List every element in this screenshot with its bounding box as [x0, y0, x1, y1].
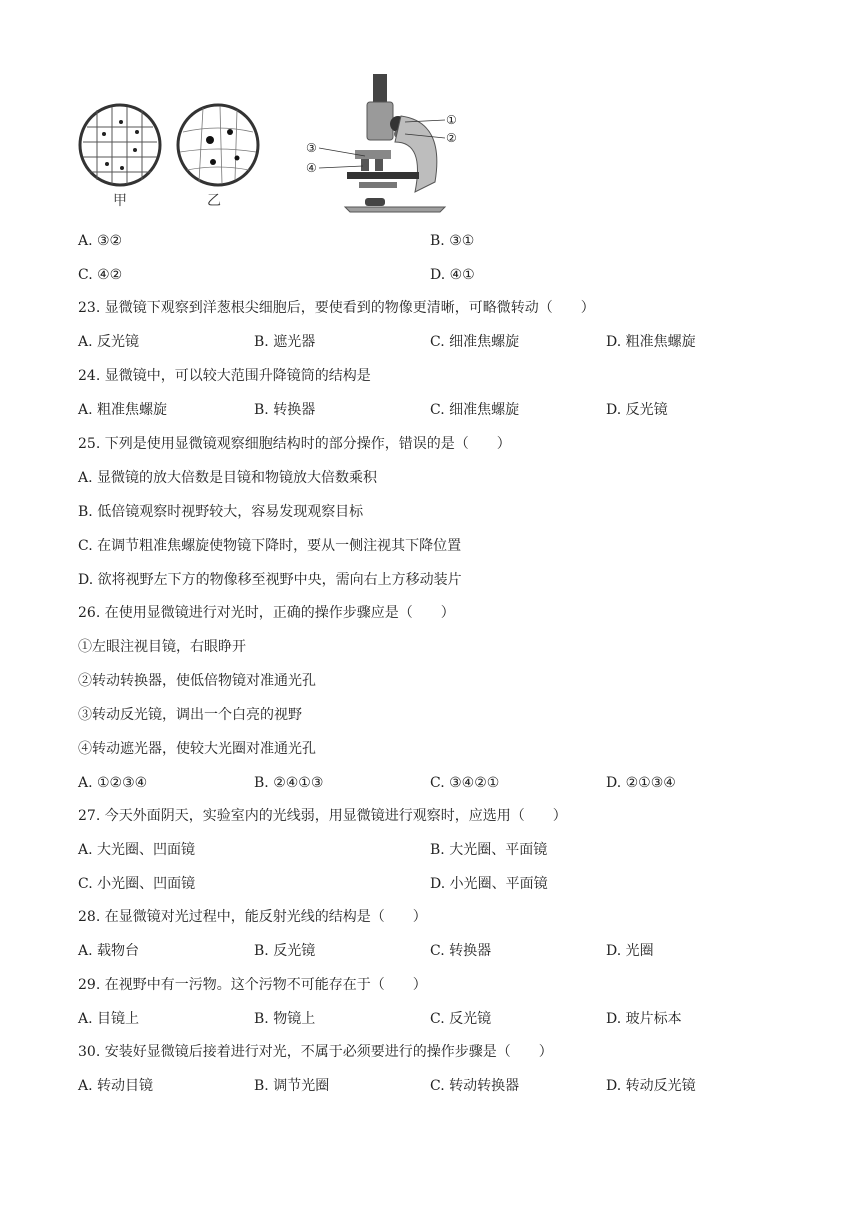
q24-option-a: A. 粗准焦螺旋 [78, 402, 168, 418]
q28-option-d: D. 光圈 [606, 943, 654, 959]
q28-option-b: B. 反光镜 [254, 943, 316, 959]
q30-option-d: D. 转动反光镜 [606, 1078, 696, 1094]
cell-view-jia-image [77, 102, 163, 188]
label-jia: 甲 [113, 193, 127, 209]
q24-option-b: B. 转换器 [254, 402, 316, 418]
callout-4: ④ [306, 161, 317, 175]
callout-1: ① [446, 113, 457, 127]
q23-option-b: B. 遮光器 [254, 334, 316, 350]
q22-option-a: A. ③② [78, 233, 123, 249]
q25-option-b: B. 低倍镜观察时视野较大，容易发现观察目标 [78, 504, 364, 520]
q27-option-b: B. 大光圈、平面镜 [430, 842, 548, 858]
q25-stem: 25. 下列是使用显微镜观察细胞结构时的部分操作，错误的是（ ） [78, 436, 511, 452]
q23-option-d: D. 粗准焦螺旋 [606, 334, 696, 350]
q25-option-a: A. 显微镜的放大倍数是目镜和物镜放大倍数乘积 [78, 470, 378, 486]
q23-option-a: A. 反光镜 [78, 334, 140, 350]
microscope-image [305, 72, 475, 217]
q25-option-c: C. 在调节粗准焦螺旋使物镜下降时，要从一侧注视其下降位置 [78, 538, 462, 554]
callout-2: ② [446, 131, 457, 145]
q27-option-d: D. 小光圈、平面镜 [430, 876, 548, 892]
q30-option-b: B. 调节光圈 [254, 1078, 330, 1094]
question-figure [75, 70, 475, 220]
q22-option-c: C. ④② [78, 267, 123, 283]
q28-option-a: A. 载物台 [78, 943, 140, 959]
q28-stem: 28. 在显微镜对光过程中，能反射光线的结构是（ ） [78, 909, 427, 925]
q27-option-a: A. 大光圈、凹面镜 [78, 842, 196, 858]
q27-stem: 27. 今天外面阴天，实验室内的光线弱，用显微镜进行观察时，应选用（ ） [78, 808, 567, 824]
q26-step-4: ④转动遮光器，使较大光圈对准通光孔 [78, 741, 316, 757]
cell-view-yi-image [175, 102, 261, 188]
q26-option-c: C. ③④②① [430, 775, 500, 791]
label-yi: 乙 [207, 193, 221, 209]
q25-option-d: D. 欲将视野左下方的物像移至视野中央，需向右上方移动装片 [78, 572, 462, 588]
q24-option-d: D. 反光镜 [606, 402, 668, 418]
q27-option-c: C. 小光圈、凹面镜 [78, 876, 196, 892]
q26-step-3: ③转动反光镜，调出一个白亮的视野 [78, 707, 302, 723]
q30-stem: 30. 安装好显微镜后接着进行对光，不属于必须要进行的操作步骤是（ ） [78, 1044, 553, 1060]
q26-step-1: ①左眼注视目镜，右眼睁开 [78, 639, 246, 655]
q26-option-a: A. ①②③④ [78, 775, 148, 791]
q26-stem: 26. 在使用显微镜进行对光时，正确的操作步骤应是（ ） [78, 605, 455, 621]
q26-option-b: B. ②④①③ [254, 775, 324, 791]
callout-3: ③ [306, 141, 317, 155]
q23-option-c: C. 细准焦螺旋 [430, 334, 520, 350]
q26-option-d: D. ②①③④ [606, 775, 676, 791]
q30-option-c: C. 转动转换器 [430, 1078, 520, 1094]
q28-option-c: C. 转换器 [430, 943, 492, 959]
q29-stem: 29. 在视野中有一污物。这个污物不可能存在于（ ） [78, 977, 427, 993]
q26-step-2: ②转动转换器，使低倍物镜对准通光孔 [78, 673, 316, 689]
q30-option-a: A. 转动目镜 [78, 1078, 154, 1094]
q24-option-c: C. 细准焦螺旋 [430, 402, 520, 418]
q29-option-b: B. 物镜上 [254, 1011, 316, 1027]
q29-option-a: A. 目镜上 [78, 1011, 140, 1027]
q22-option-d: D. ④① [430, 267, 475, 283]
q29-option-c: C. 反光镜 [430, 1011, 492, 1027]
q22-option-b: B. ③① [430, 233, 475, 249]
q24-stem: 24. 显微镜中，可以较大范围升降镜筒的结构是 [78, 368, 371, 384]
q23-stem: 23. 显微镜下观察到洋葱根尖细胞后，要使看到的物像更清晰，可略微转动（ ） [78, 300, 595, 316]
q29-option-d: D. 玻片标本 [606, 1011, 682, 1027]
